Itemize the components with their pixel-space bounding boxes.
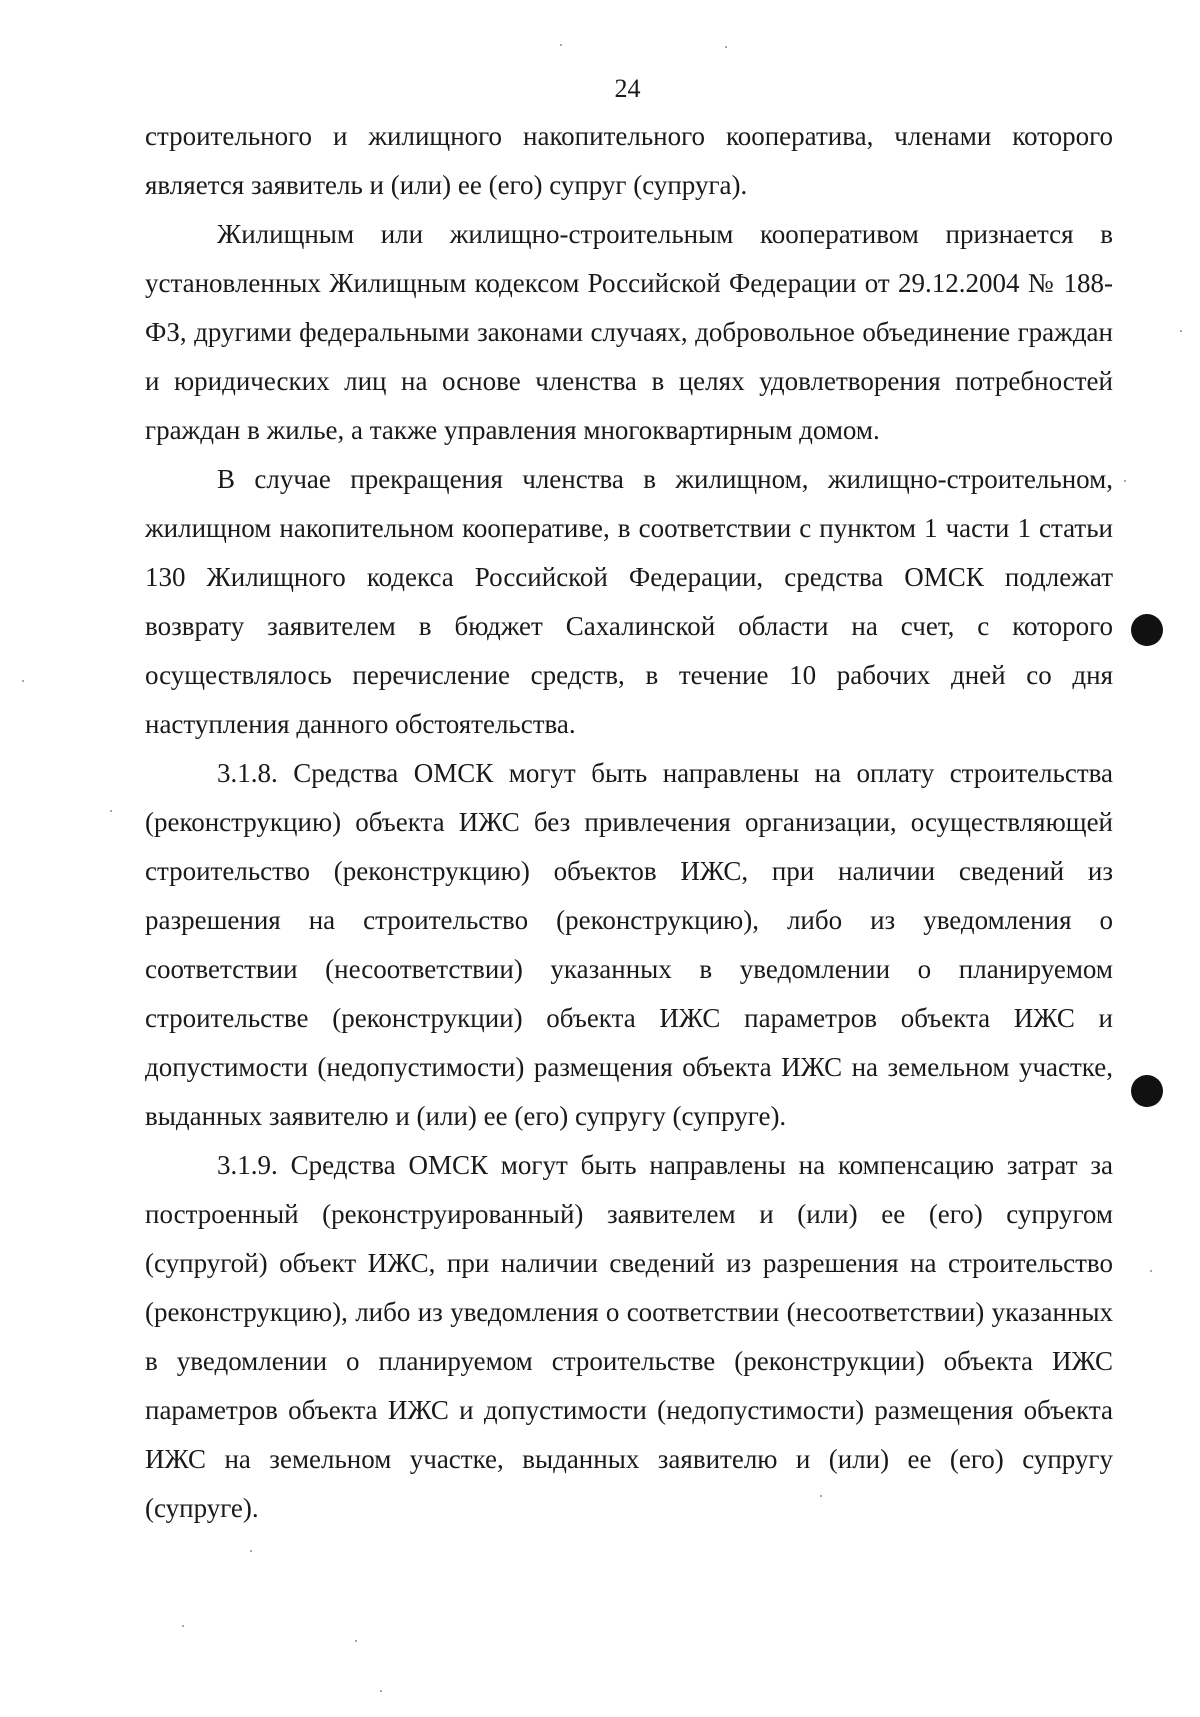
paragraph-3-1-9: 3.1.9. Средства ОМСК могут быть направлены на компенсацию затрат за построенный (реконструированный) заявителем и (или) ее (его) супругом (супругой) объект ИЖС, при наличии сведений из разрешения на строительство (реконструкцию), либо из уведомления о соответствии (несоответствии) указанных в уведомлении о планируемом строительстве (реконструкции) объекта ИЖС параметров объекта ИЖС и допустимости (недопустимости) размещения объекта ИЖС на земельном участке, выданных заявителю и (или) ее (его) супругу (супруге). xyxy=(145,1150,1113,1523)
scan-speck xyxy=(22,680,24,682)
scan-speck xyxy=(725,46,727,48)
punch-hole-mark xyxy=(1131,614,1163,646)
scan-speck xyxy=(110,810,112,812)
scan-speck xyxy=(355,1640,357,1642)
scan-speck xyxy=(1124,480,1126,482)
paragraph-3-1-8: 3.1.8. Средства ОМСК могут быть направлены на оплату строительства (реконструкцию) объекта ИЖС без привлечения организации, осуществляющей строительство (реконструкцию) объектов ИЖС, при наличии сведений из разрешения на строительство (реконструкцию), либо из уведомления о соответствии (несоответствии) указанных в уведомлении о планируемом строительстве (реконструкции) объекта ИЖС параметров объекта ИЖС и допустимости (недопустимости) размещения объекта ИЖС на земельном участке, выданных заявителю и (или) ее (его) супругу (супруге). xyxy=(145,758,1113,1131)
scan-speck xyxy=(1180,330,1182,332)
scan-speck xyxy=(182,1625,184,1627)
page-number: 24 xyxy=(614,74,641,103)
scan-speck xyxy=(820,1495,822,1497)
scan-speck xyxy=(560,44,562,46)
scan-speck xyxy=(250,1550,252,1552)
paragraph-membership-termination: В случае прекращения членства в жилищном, жилищно-строительном, жилищном накопительном кооперативе, в соответствии с пунктом 1 части 1 статьи 130 Жилищного кодекса Российской Федерации, средства ОМСК подлежат возврату заявителем в бюджет Сахалинской области на счет, с которого осуществлялось перечисление средств, в течение 10 рабочих дней со дня наступления данного обстоятельства. xyxy=(145,464,1113,739)
punch-hole-mark xyxy=(1131,1075,1163,1107)
document-body xyxy=(145,112,1113,1533)
paragraph-continuation: строительного и жилищного накопительного кооператива, членами которого является заявитель и (или) ее (его) супруг (супруга). xyxy=(145,121,1113,200)
scan-speck xyxy=(380,1690,382,1692)
paragraph-cooperative-definition: Жилищным или жилищно-строительным кооперативом признается в установленных Жилищным кодексом Российской Федерации от 29.12.2004 № 188-ФЗ, другими федеральными законами случаях, добровольное объединение граждан и юридических лиц на основе членства в целях удовлетворения потребностей граждан в жилье, а также управления многоквартирным домом. xyxy=(145,219,1113,445)
scan-speck xyxy=(1150,1270,1152,1272)
